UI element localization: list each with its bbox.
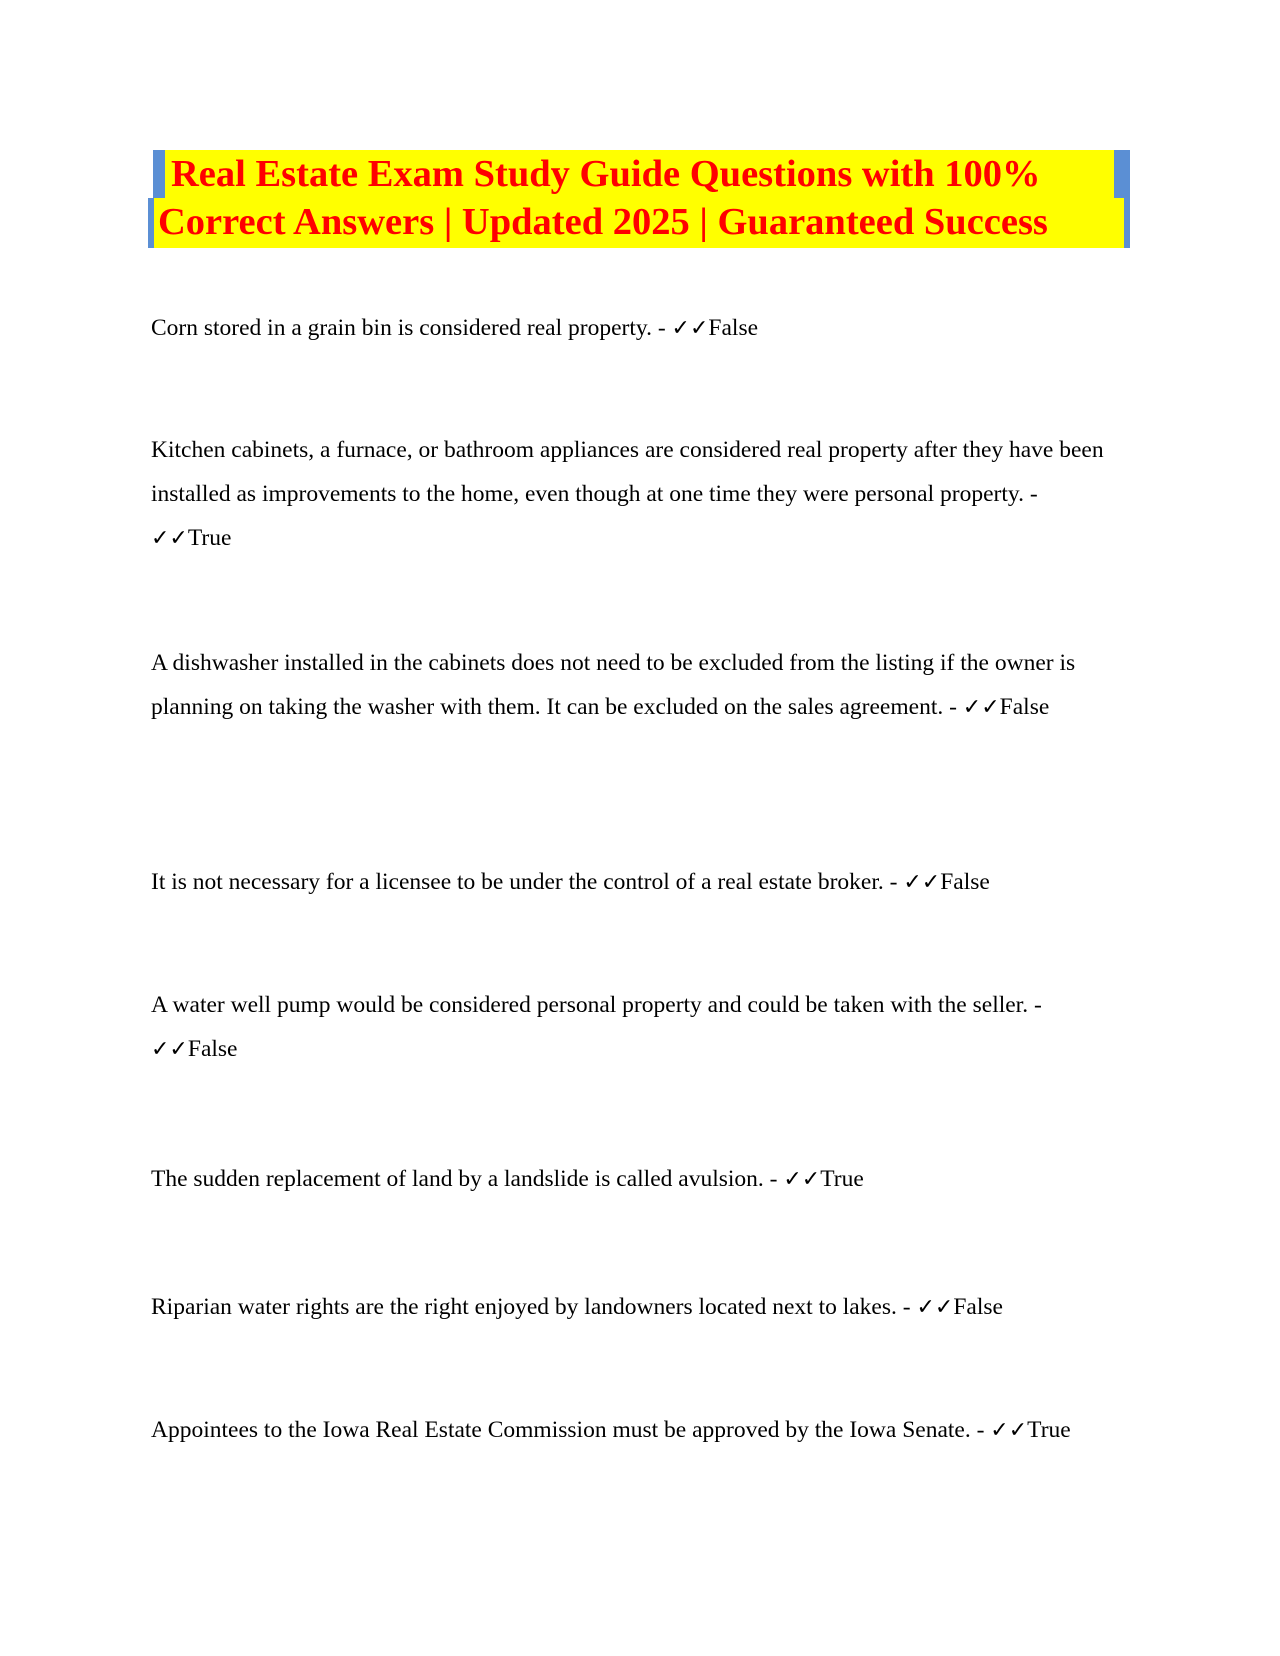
qa-item-3: [151, 641, 1121, 730]
answer-text: True: [1027, 1417, 1071, 1443]
title-line-2: Correct Answers | Updated 2025 | Guaranteed Success: [148, 198, 1130, 248]
double-check-icon: ✓✓: [916, 1295, 954, 1320]
answer-text: True: [187, 525, 232, 551]
answer-text: False: [999, 694, 1050, 720]
answer-text: True: [820, 1166, 864, 1192]
double-check-icon: ✓✓: [151, 1037, 188, 1062]
qa-item-2: [151, 428, 1121, 561]
answer-text: False: [953, 1294, 1003, 1320]
double-check-icon: ✓✓: [783, 1167, 821, 1192]
qa-item-7: [151, 1285, 1121, 1330]
qa-item-8: [151, 1408, 1121, 1453]
qa-item-4: [151, 860, 1121, 905]
question-text: A dishwasher installed in the cabinets does not need to be excluded from the listing if the owner is planning on taking the washer with them. It can be excluded on the sales agreement. -: [151, 650, 1076, 720]
qa-item-1: [151, 306, 1121, 351]
question-text: The sudden replacement of land by a landslide is called avulsion. -: [151, 1166, 784, 1192]
title-line-1: Real Estate Exam Study Guide Questions with 100%: [153, 150, 1130, 198]
double-check-icon: ✓✓: [962, 695, 1000, 720]
question-text: A water well pump would be considered personal property and could be taken with the seller. -: [151, 992, 1042, 1018]
double-check-icon: ✓✓: [903, 870, 941, 895]
answer-text: False: [940, 869, 990, 895]
question-text: Kitchen cabinets, a furnace, or bathroom appliances are considered real property after they have been installed as improvements to the home, even though at one time they were personal property. -: [151, 437, 1104, 507]
question-text: Riparian water rights are the right enjoyed by landowners located next to lakes. -: [151, 1294, 917, 1320]
question-text: It is not necessary for a licensee to be under the control of a real estate broker. -: [151, 869, 904, 895]
qa-item-5: [151, 983, 1121, 1072]
answer-text: False: [708, 315, 759, 341]
qa-item-6: [151, 1157, 1121, 1202]
question-text: Appointees to the Iowa Real Estate Commission must be approved by the Iowa Senate. -: [151, 1417, 991, 1443]
double-check-icon: ✓✓: [671, 316, 709, 341]
question-text: Corn stored in a grain bin is considered real property. -: [151, 315, 672, 341]
answer-text: False: [187, 1036, 238, 1062]
double-check-icon: ✓✓: [990, 1418, 1028, 1443]
document-title: [148, 150, 1130, 248]
double-check-icon: ✓✓: [151, 526, 188, 551]
